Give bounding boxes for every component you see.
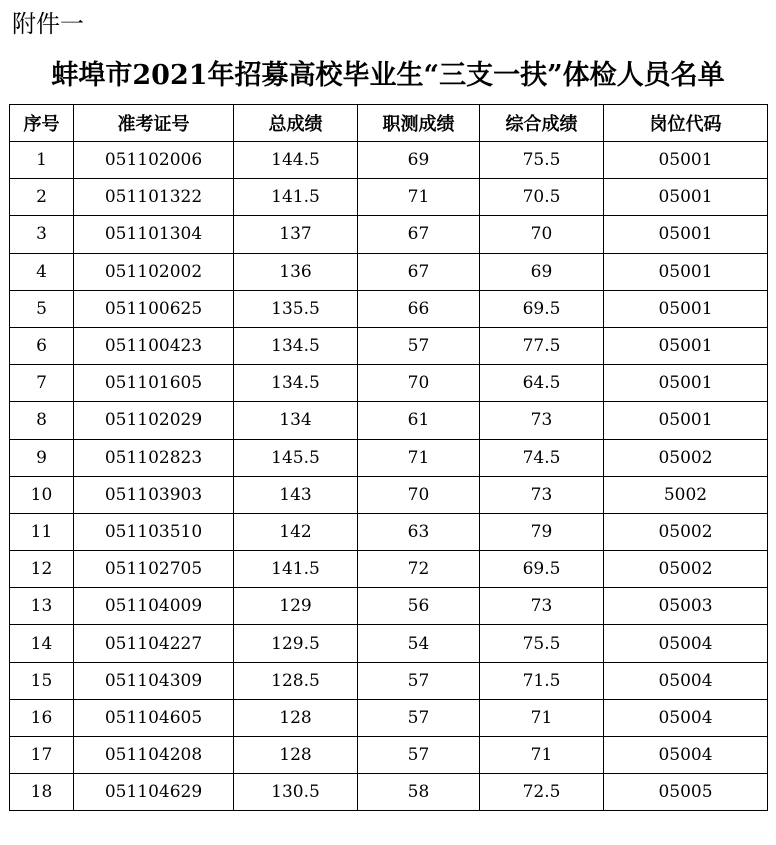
table-row [10,737,768,774]
cell-aptitude-score: 67 [358,216,480,253]
cell-comprehensive-score: 71.5 [480,662,604,699]
cell-total-score: 128 [234,737,358,774]
cell-aptitude-score: 63 [358,513,480,550]
cell-serial-number: 12 [10,551,74,588]
cell-total-score: 134 [234,402,358,439]
cell-position-code: 05001 [604,402,768,439]
document-title: 蚌埠市2021年招募高校毕业生“三支一扶”体检人员名单 [51,60,725,91]
table-row [10,327,768,364]
cell-aptitude-score: 56 [358,588,480,625]
cell-comprehensive-score: 77.5 [480,327,604,364]
cell-comprehensive-score: 71 [480,737,604,774]
cell-exam-ticket-number: 051102002 [74,253,234,290]
cell-aptitude-score: 66 [358,290,480,327]
cell-comprehensive-score: 69.5 [480,290,604,327]
table-row [10,216,768,253]
attachment-label: 附件一 [12,10,84,38]
cell-comprehensive-score: 69 [480,253,604,290]
table-header-row [10,105,768,142]
cell-comprehensive-score: 70 [480,216,604,253]
cell-position-code: 05003 [604,588,768,625]
cell-total-score: 128.5 [234,662,358,699]
cell-total-score: 134.5 [234,327,358,364]
cell-position-code: 05001 [604,365,768,402]
cell-serial-number: 14 [10,625,74,662]
cell-serial-number: 17 [10,737,74,774]
table-row [10,625,768,662]
cell-aptitude-score: 58 [358,774,480,811]
header-position-code: 岗位代码 [604,105,768,142]
cell-position-code: 05002 [604,551,768,588]
cell-position-code: 05004 [604,662,768,699]
cell-aptitude-score: 67 [358,253,480,290]
cell-position-code: 5002 [604,476,768,513]
cell-total-score: 142 [234,513,358,550]
cell-total-score: 143 [234,476,358,513]
cell-aptitude-score: 71 [358,179,480,216]
cell-aptitude-score: 71 [358,439,480,476]
header-comprehensive-score: 综合成绩 [480,105,604,142]
cell-serial-number: 9 [10,439,74,476]
cell-exam-ticket-number: 051104009 [74,588,234,625]
cell-comprehensive-score: 69.5 [480,551,604,588]
cell-total-score: 137 [234,216,358,253]
cell-total-score: 129.5 [234,625,358,662]
cell-serial-number: 16 [10,699,74,736]
table-row [10,365,768,402]
cell-aptitude-score: 69 [358,142,480,179]
cell-comprehensive-score: 71 [480,699,604,736]
cell-exam-ticket-number: 051101322 [74,179,234,216]
table-row [10,588,768,625]
cell-serial-number: 11 [10,513,74,550]
cell-total-score: 128 [234,699,358,736]
cell-serial-number: 13 [10,588,74,625]
cell-exam-ticket-number: 051104309 [74,662,234,699]
cell-total-score: 135.5 [234,290,358,327]
cell-position-code: 05001 [604,290,768,327]
table-row [10,662,768,699]
cell-comprehensive-score: 73 [480,402,604,439]
cell-position-code: 05004 [604,737,768,774]
cell-aptitude-score: 70 [358,476,480,513]
cell-serial-number: 5 [10,290,74,327]
header-exam-ticket-number: 准考证号 [74,105,234,142]
cell-aptitude-score: 57 [358,737,480,774]
cell-aptitude-score: 57 [358,699,480,736]
cell-serial-number: 1 [10,142,74,179]
cell-position-code: 05004 [604,625,768,662]
cell-comprehensive-score: 75.5 [480,142,604,179]
header-total-score: 总成绩 [234,105,358,142]
cell-serial-number: 3 [10,216,74,253]
table-row [10,699,768,736]
cell-exam-ticket-number: 051101304 [74,216,234,253]
cell-serial-number: 2 [10,179,74,216]
cell-position-code: 05005 [604,774,768,811]
cell-exam-ticket-number: 051102705 [74,551,234,588]
table-row [10,253,768,290]
cell-total-score: 144.5 [234,142,358,179]
cell-aptitude-score: 72 [358,551,480,588]
cell-aptitude-score: 61 [358,402,480,439]
table-body [10,142,768,811]
cell-comprehensive-score: 75.5 [480,625,604,662]
cell-position-code: 05004 [604,699,768,736]
cell-exam-ticket-number: 051104208 [74,737,234,774]
table-row [10,551,768,588]
cell-serial-number: 8 [10,402,74,439]
cell-exam-ticket-number: 051104629 [74,774,234,811]
table-row [10,142,768,179]
cell-total-score: 141.5 [234,179,358,216]
cell-serial-number: 15 [10,662,74,699]
header-serial-number: 序号 [10,105,74,142]
cell-exam-ticket-number: 051103510 [74,513,234,550]
cell-exam-ticket-number: 051100625 [74,290,234,327]
cell-position-code: 05002 [604,513,768,550]
cell-comprehensive-score: 74.5 [480,439,604,476]
table-row [10,476,768,513]
cell-comprehensive-score: 73 [480,588,604,625]
cell-serial-number: 18 [10,774,74,811]
cell-comprehensive-score: 72.5 [480,774,604,811]
cell-total-score: 130.5 [234,774,358,811]
header-aptitude-score: 职测成绩 [358,105,480,142]
cell-aptitude-score: 57 [358,662,480,699]
cell-total-score: 134.5 [234,365,358,402]
cell-exam-ticket-number: 051103903 [74,476,234,513]
table-row [10,774,768,811]
cell-comprehensive-score: 64.5 [480,365,604,402]
table-row [10,179,768,216]
cell-exam-ticket-number: 051102006 [74,142,234,179]
cell-aptitude-score: 57 [358,327,480,364]
cell-exam-ticket-number: 051104227 [74,625,234,662]
cell-serial-number: 6 [10,327,74,364]
cell-total-score: 136 [234,253,358,290]
table-row [10,439,768,476]
cell-serial-number: 4 [10,253,74,290]
cell-exam-ticket-number: 051102823 [74,439,234,476]
cell-comprehensive-score: 79 [480,513,604,550]
cell-position-code: 05001 [604,216,768,253]
cell-serial-number: 7 [10,365,74,402]
table-row [10,290,768,327]
cell-serial-number: 10 [10,476,74,513]
table-row [10,402,768,439]
cell-position-code: 05002 [604,439,768,476]
cell-comprehensive-score: 73 [480,476,604,513]
cell-position-code: 05001 [604,142,768,179]
table-row [10,513,768,550]
cell-exam-ticket-number: 051102029 [74,402,234,439]
cell-aptitude-score: 54 [358,625,480,662]
cell-position-code: 05001 [604,253,768,290]
cell-aptitude-score: 70 [358,365,480,402]
cell-position-code: 05001 [604,327,768,364]
cell-exam-ticket-number: 051100423 [74,327,234,364]
cell-position-code: 05001 [604,179,768,216]
cell-total-score: 141.5 [234,551,358,588]
cell-total-score: 145.5 [234,439,358,476]
candidate-table [9,104,768,811]
cell-comprehensive-score: 70.5 [480,179,604,216]
cell-exam-ticket-number: 051101605 [74,365,234,402]
cell-exam-ticket-number: 051104605 [74,699,234,736]
cell-total-score: 129 [234,588,358,625]
